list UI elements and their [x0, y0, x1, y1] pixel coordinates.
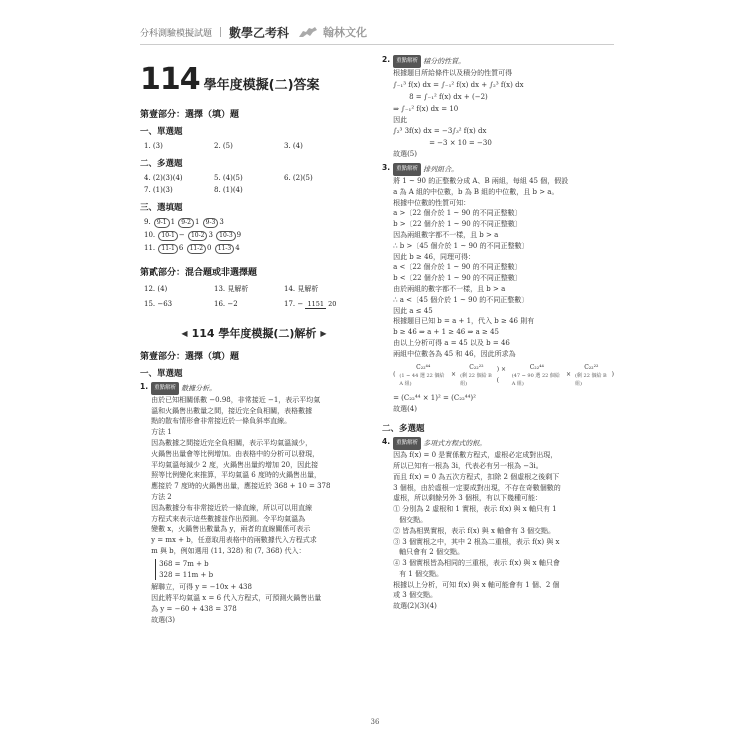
text-line: ∴ b >〔45 個介於 1 ~ 90 的不同正整數〕 [393, 241, 529, 250]
question-1 [140, 382, 368, 626]
part-one-heading: 第壹部分：選擇（填）題 [140, 352, 240, 362]
answer-item: 7. (1)(3) [144, 186, 173, 194]
answer-line: 故選(2)(3)(4) [393, 602, 437, 611]
left-column [140, 52, 368, 629]
text-line: 方法 2 [151, 492, 172, 501]
publisher-logo [297, 24, 367, 40]
math-line: = −3 × 10 = −30 [429, 139, 492, 148]
answer-item: 12. (4) [144, 285, 168, 293]
right-column [382, 52, 614, 615]
text-line: a 為 A 組的中位數，b 為 B 組的中位數，且 b > a。 [393, 187, 559, 196]
mixed-answers-row [144, 283, 368, 295]
combo-note: (1 ~ 44 選 22 個給 A 組) [399, 372, 445, 387]
text-line: 所以已知有一根為 3i，代表必有另一根為 −3i。 [393, 461, 543, 470]
single-choice-heading: 一、單選題 [140, 127, 183, 137]
math-line: ∫₋₁³ f(x) dx = ∫₋₁² f(x) dx + ∫₂³ f(x) dx [393, 80, 524, 89]
single-answers [144, 140, 368, 152]
combo-term [512, 364, 562, 388]
answer-item: 3. (4) [284, 142, 303, 150]
text-line: 解聯立，可得 y = −10x + 438 [151, 583, 252, 592]
math-line: 8 = ∫₋₁² f(x) dx + (−2) [409, 92, 488, 101]
answer-title [140, 62, 368, 97]
combo-note: (47 ~ 90 選 22 個給 A 組) [511, 372, 560, 387]
text-line: 變數 x，火鍋售出數量為 y，兩者的直線關係可表示 [151, 525, 311, 534]
text-line: 因此 b ≥ 46，同理可得： [393, 252, 476, 261]
question-2 [382, 55, 614, 160]
text-line: 由以上分析可得 a = 45 以及 b = 46 [393, 338, 510, 347]
text-line: 點的散布情形會非常接近於一條負斜率直線。 [151, 417, 292, 426]
blank-value: 0 [207, 244, 212, 252]
multi-answers-row [144, 184, 368, 196]
text-line: m 與 b，例如選用 (11, 328) 和 (7, 368) 代入： [151, 546, 306, 555]
case-line: 個交點。 [399, 515, 428, 524]
blank-label: 10-2 [188, 231, 207, 241]
equation: 368 = 7m + b [159, 559, 209, 568]
question-number: 1. [140, 382, 149, 391]
key-point-tag: 重點解析 [393, 437, 421, 450]
fill-row [144, 242, 368, 255]
topic: 多項式方程式的根。 [423, 439, 487, 448]
text-line: 將 1 ~ 90 的正整數分成 A、B 兩組，每組 45 個，假設 [393, 176, 569, 185]
case-line: ③ 3 個實根之中，其中 2 根為二重根，表示 f(x) 與 x [393, 537, 560, 546]
blank-value: 3 [208, 231, 213, 239]
mixed-answers-row [144, 295, 368, 313]
answer-item-17 [284, 295, 354, 313]
text-line: 方程式來表示這些數據並作出預測。令平均氣溫為 [151, 514, 306, 523]
series-title: 分科測驗模擬試題 [140, 28, 213, 39]
key-point-tag: 重點解析 [393, 55, 421, 68]
year-number: 114 [140, 62, 200, 97]
paren-open: ( [393, 371, 396, 379]
text-line: 兩組中位數各為 45 和 46，因此所求為 [393, 349, 516, 358]
text-line: a <〔22 個介於 1 ~ 90 的不同正整數〕 [393, 263, 522, 272]
answer-item: 16. −2 [214, 300, 238, 308]
answer-17-prefix: 17. − [284, 300, 304, 308]
case-line: ① 分別為 2 虛根和 1 實根，表示 f(x) 與 x 軸只有 1 [393, 505, 557, 514]
combo-note: (剩 22 個給 B 組) [460, 372, 492, 387]
paren-close: ) × ( [496, 365, 507, 384]
blank-label: 9-1 [154, 218, 170, 228]
blank-label: 9-2 [178, 218, 194, 228]
title-suffix: 學年度模擬(二)答案 [203, 78, 320, 93]
text-line: 或 3 個交點。 [393, 591, 437, 600]
topic: 排列組合。 [423, 165, 459, 174]
question-body [151, 382, 330, 626]
fraction [305, 300, 336, 309]
combo-value: C₂₂⁴⁴ [529, 363, 544, 371]
combo-value: C₂₂²² [469, 363, 484, 371]
horse-logo-icon [297, 25, 319, 39]
text-line: 為 y = −60 + 438 = 378 [151, 604, 237, 613]
blank-value: 4 [235, 244, 240, 252]
fill-number: 11. [144, 244, 156, 252]
fill-number: 10. [144, 231, 156, 239]
text-line: 根據題目所給條件以及積分的性質可得 [393, 68, 513, 77]
text-line: 因此 [393, 115, 408, 124]
answer-item: 8. (1)(4) [214, 186, 243, 194]
times-sign: × [565, 371, 571, 379]
multi-choice-heading: 二、多選題 [382, 424, 425, 435]
blank-label: 11-1 [158, 244, 177, 254]
text-line: 根據題目已知 b = a + 1，代入 b ≥ 46 則有 [393, 317, 535, 326]
question-number: 3. [382, 163, 391, 173]
key-point-tag: 重點解析 [151, 382, 179, 395]
text-line: 照等比例變化來推算，平均氣溫 6 度時的火鍋售出量， [151, 471, 321, 480]
question-body [393, 55, 523, 160]
math-line: ⇒ ∫₋₁² f(x) dx = 10 [393, 104, 459, 113]
multi-answers-row [144, 172, 368, 184]
fill-in-heading: 三、選填題 [140, 203, 183, 213]
blank-value: − [178, 231, 185, 239]
combo-term [399, 364, 447, 388]
blank-value: 6 [178, 244, 184, 252]
blank-value: 1 [194, 218, 200, 226]
text-line: 因為兩組數字都不一樣，且 b > a [393, 230, 499, 239]
blank-label: 11-2 [187, 244, 206, 254]
answer-item: 2. (5) [214, 142, 233, 150]
fill-row [144, 216, 368, 229]
question-number: 2. [382, 55, 391, 64]
combo-value: C₂₂⁴⁴ [416, 363, 431, 371]
text-line: 應接於 7 度時的火鍋售出量，應接近於 368 + 10 = 378 [151, 482, 331, 491]
text-line: b ≥ 46 ⇒ a + 1 ≥ 46 ⇒ a ≥ 45 [393, 328, 499, 337]
text-line: 由於兩組的數字都不一樣，且 b > a [393, 284, 506, 293]
numerator: 1151 [307, 299, 325, 308]
answer-line: 故選(3) [151, 615, 175, 624]
text-line: 3 個根，由於虛根一定要成對出現，不存在奇數個數的 [393, 483, 561, 492]
text-line: 而且 f(x) = 0 為五次方程式，扣除 2 個虛根之後剩下 [393, 472, 560, 481]
answer-item: 6. (2)(5) [284, 174, 313, 182]
text-line: 溫和火鍋售出數量之間，接近完全負相關，表格數據 [151, 406, 313, 415]
answer-item: 13. 見解析 [214, 285, 249, 293]
text-line: 由於已知相關係數 −0.98，非常接近 −1，表示平均氣 [151, 395, 321, 404]
combo-value: C₂₂²² [584, 363, 599, 371]
answer-item: 1. (3) [144, 142, 163, 150]
text-line: 因為數據之間接近完全負相關，表示平均氣溫減少， [151, 438, 313, 447]
blank-value: 3 [219, 218, 224, 226]
triangle-right-icon: ▶ [320, 328, 327, 338]
part-one-heading: 第壹部分：選擇（填）題 [140, 110, 240, 120]
answer-line: 故選(5) [393, 150, 417, 159]
answer-item: 4. (2)(3)(4) [144, 174, 183, 182]
text-line: 因此將平均氣溫 x = 6 代入方程式，可預測火鍋售出量 [151, 594, 322, 603]
subject-title: 數學乙考科 [229, 25, 290, 40]
case-line: 有 1 個交點。 [399, 569, 443, 578]
page-header [140, 22, 620, 42]
banner-title: 114 學年度模擬(二)解析 [191, 327, 317, 340]
text-line: 因為 f(x) = 0 是實係數方程式，虛根必定成對出現， [393, 451, 558, 460]
topic: 積分的性質。 [423, 57, 466, 66]
text-line: 根據以上分析，可知 f(x) 與 x 軸可能會有 1 個、2 個 [393, 580, 560, 589]
blank-value: 9 [236, 231, 242, 239]
fill-number: 9. [144, 218, 151, 226]
question-body [393, 163, 614, 414]
question-3 [382, 163, 614, 414]
part-two-heading: 第貳部分：混合題或非選擇題 [140, 268, 258, 278]
publisher-name: 翰林文化 [323, 26, 368, 39]
answer-item: 14. 見解析 [284, 285, 319, 293]
blank-label: 10-3 [216, 231, 235, 241]
text-line: 虛根，所以剩餘另外 3 個根，有以下幾種可能： [393, 494, 542, 503]
text-line: 根據中位數的性質可知： [393, 198, 471, 207]
header-divider [220, 27, 221, 37]
combo-note: (剩 22 個給 B 組) [574, 372, 607, 387]
text-line: a >〔22 個介於 1 ~ 90 的不同正整數〕 [393, 209, 522, 218]
text-line: 平均氣溫每減少 2 度，火鍋售出量約增加 20，因此接 [151, 460, 319, 469]
text-line: b <〔22 個介於 1 ~ 90 的不同正整數〕 [393, 274, 522, 283]
case-line: 軸只會有 2 個交點。 [399, 548, 464, 557]
paren-close: ) [611, 371, 614, 379]
page-number: 36 [370, 718, 380, 726]
text-line: 因為數據分布非常接近於一條直線，所以可以用直線 [151, 503, 313, 512]
blank-label: 9-3 [203, 218, 219, 228]
text-line: ∴ a <〔45 個介於 1 ~ 90 的不同正整數〕 [393, 295, 529, 304]
answer-item: 5. (4)(5) [214, 174, 243, 182]
answer-line: 故選(4) [393, 404, 417, 413]
blank-label: 11-3 [215, 244, 234, 254]
question-number: 4. [382, 437, 391, 447]
math-line: ∫₂³ 3f(x) dx = −3∫₃² f(x) dx [393, 127, 487, 136]
text-line: 因此 a ≤ 45 [393, 306, 433, 315]
header-rule [140, 44, 614, 45]
single-choice-heading: 一、單選題 [140, 369, 183, 379]
question-body [393, 437, 561, 612]
triangle-left-icon: ◀ [181, 328, 188, 338]
case-line: ② 皆為相異實根，表示 f(x) 與 x 軸會有 3 個交點。 [393, 526, 556, 535]
question-4 [382, 437, 614, 612]
topic: 數據分析。 [181, 384, 217, 393]
text-line: 方法 1 [151, 428, 172, 437]
combo-term [460, 364, 493, 388]
text-line: b >〔22 個介於 1 ~ 90 的不同正整數〕 [393, 220, 522, 229]
text-line: 火鍋售出量會等比例增加。由表格中的分析可以發現， [151, 449, 320, 458]
case-line: ④ 3 個實根皆為相同的三重根，表示 f(x) 與 x 軸只會 [393, 559, 560, 568]
blank-value: 1 [170, 218, 176, 226]
equation-system [155, 559, 330, 581]
combination-expression [393, 364, 614, 388]
combo-term [575, 364, 608, 388]
math-line: = (C₂₂⁴⁴ × 1)² = (C₂₂⁴⁴)² [393, 393, 476, 402]
multi-choice-heading: 二、多選題 [140, 159, 183, 169]
equation: 328 = 11m + b [159, 570, 214, 579]
fill-row [144, 229, 368, 242]
text-line: y = mx + b，任意取用表格中的兩數據代入方程式求 [151, 536, 317, 545]
answer-item: 15. −63 [144, 300, 173, 308]
blank-label: 10-1 [158, 231, 177, 241]
key-point-tag: 重點解析 [393, 163, 421, 176]
denominator: 20 [328, 299, 337, 308]
solution-banner [140, 325, 368, 341]
times-sign: × [451, 371, 457, 379]
